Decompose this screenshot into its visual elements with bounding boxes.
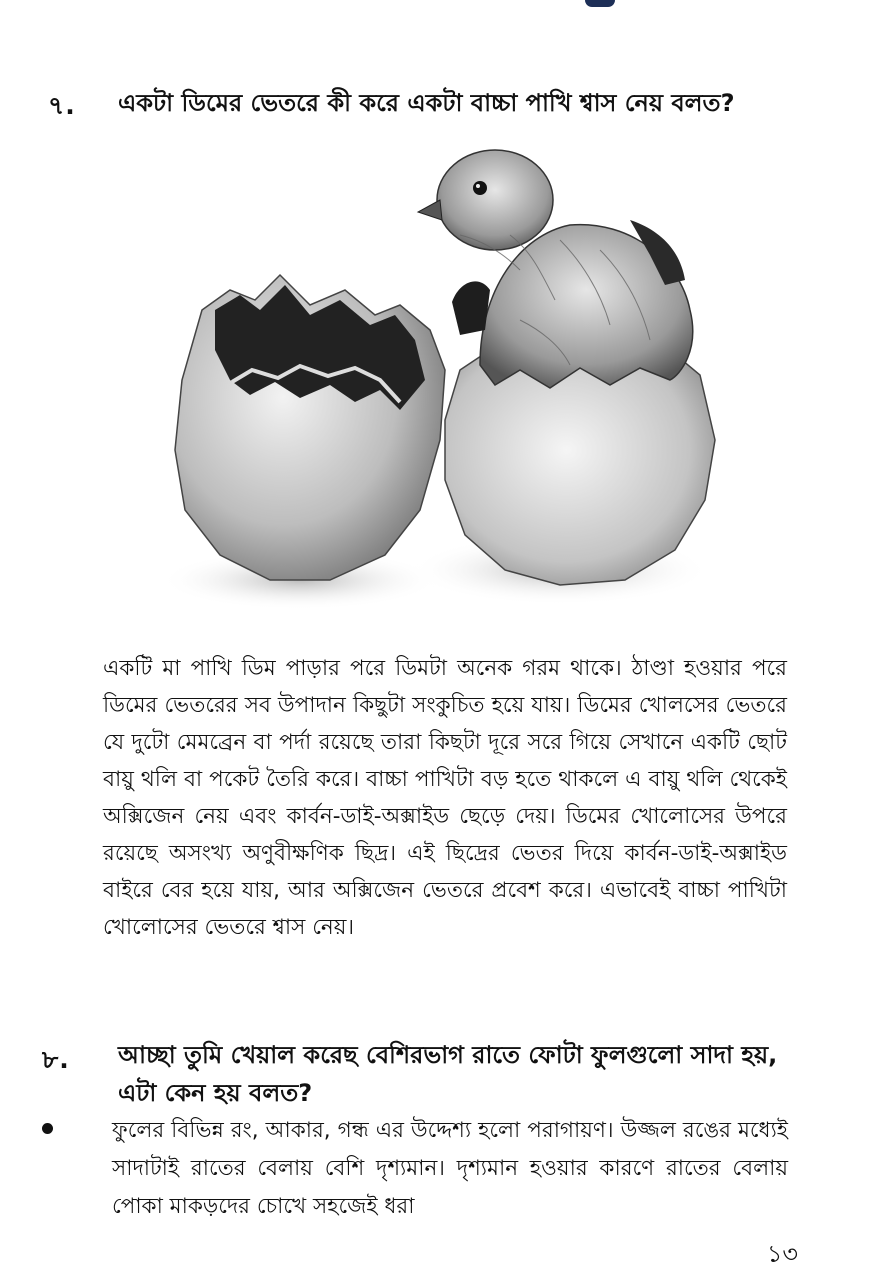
page-number: ১৩ [766,1240,798,1268]
chick-beak [418,200,442,220]
answer-7-paragraph: একটি মা পাখি ডিম পাড়ার পরে ডিমটা অনেক গরম থাকে। ঠাণ্ডা হওয়ার পরে ডিমের ভেতরের সব উপাদান কিছুটা সংকুচিত হয়ে যায়। ডিমের খোলসের ভেতরে যে দুটো মেমব্রেন বা পর্দা রয়েছে তারা কিছটা দূরে সরে গিয়ে সেখানে একটি ছোট বায়ু থলি বা পকেট তৈরি করে। বাচ্চা পাখিটা বড় হতে থাকলে এ বায়ু থলি থেকেই অক্সিজেন নেয় এবং কার্বন-ডাই-অক্সাইড ছেড়ে দেয়। ডিমের খোলোসের উপরে রয়েছে অসংখ্য অণুবীক্ষণিক ছিদ্র। এই ছিদ্রের ভেতর দিয়ে কার্বন-ডাই-অক্সাইড বাইরে বের হয়ে যায়, আর অক্সিজেন ভেতরে প্রবেশ করে। এভাবেই বাচ্চা পাখিটা খোলোসের ভেতরে শ্বাস নেয়। [103,656,787,940]
bullet-point [42,1123,53,1134]
hatching-chick-illustration [160,140,740,630]
chick-head [437,150,553,250]
answer-8-paragraph: ফুলের বিভিন্ন রং, আকার, গন্ধ এর উদ্দেশ্য হলো পরাগায়ণ। উজ্জল রঙের মধ্যেই সাদাটাই রাতের বেলায় বেশি দৃশ্যমান। দৃশ্যমান হওয়ার কারণে রাতের বেলায় পোকা মাকড়দের চোখে সহজেই ধরা [112,1118,788,1219]
question-8-number: ৮. [42,1045,70,1074]
chick-wing-left [452,281,490,335]
top-edge-mark [585,0,615,7]
question-7-text: একটা ডিমের ভেতরে কী করে একটা বাচ্চা পাখি শ্বাস নেয় বলত? [118,89,735,117]
question-8-text: আচ্ছা তুমি খেয়াল করেছ বেশিরভাগ রাতে ফোটা ফুলগুলো সাদা হয়, এটা কেন হয় বলত? [118,1041,778,1107]
question-7-number: ৭. [48,91,76,120]
chick-eye [473,181,487,195]
